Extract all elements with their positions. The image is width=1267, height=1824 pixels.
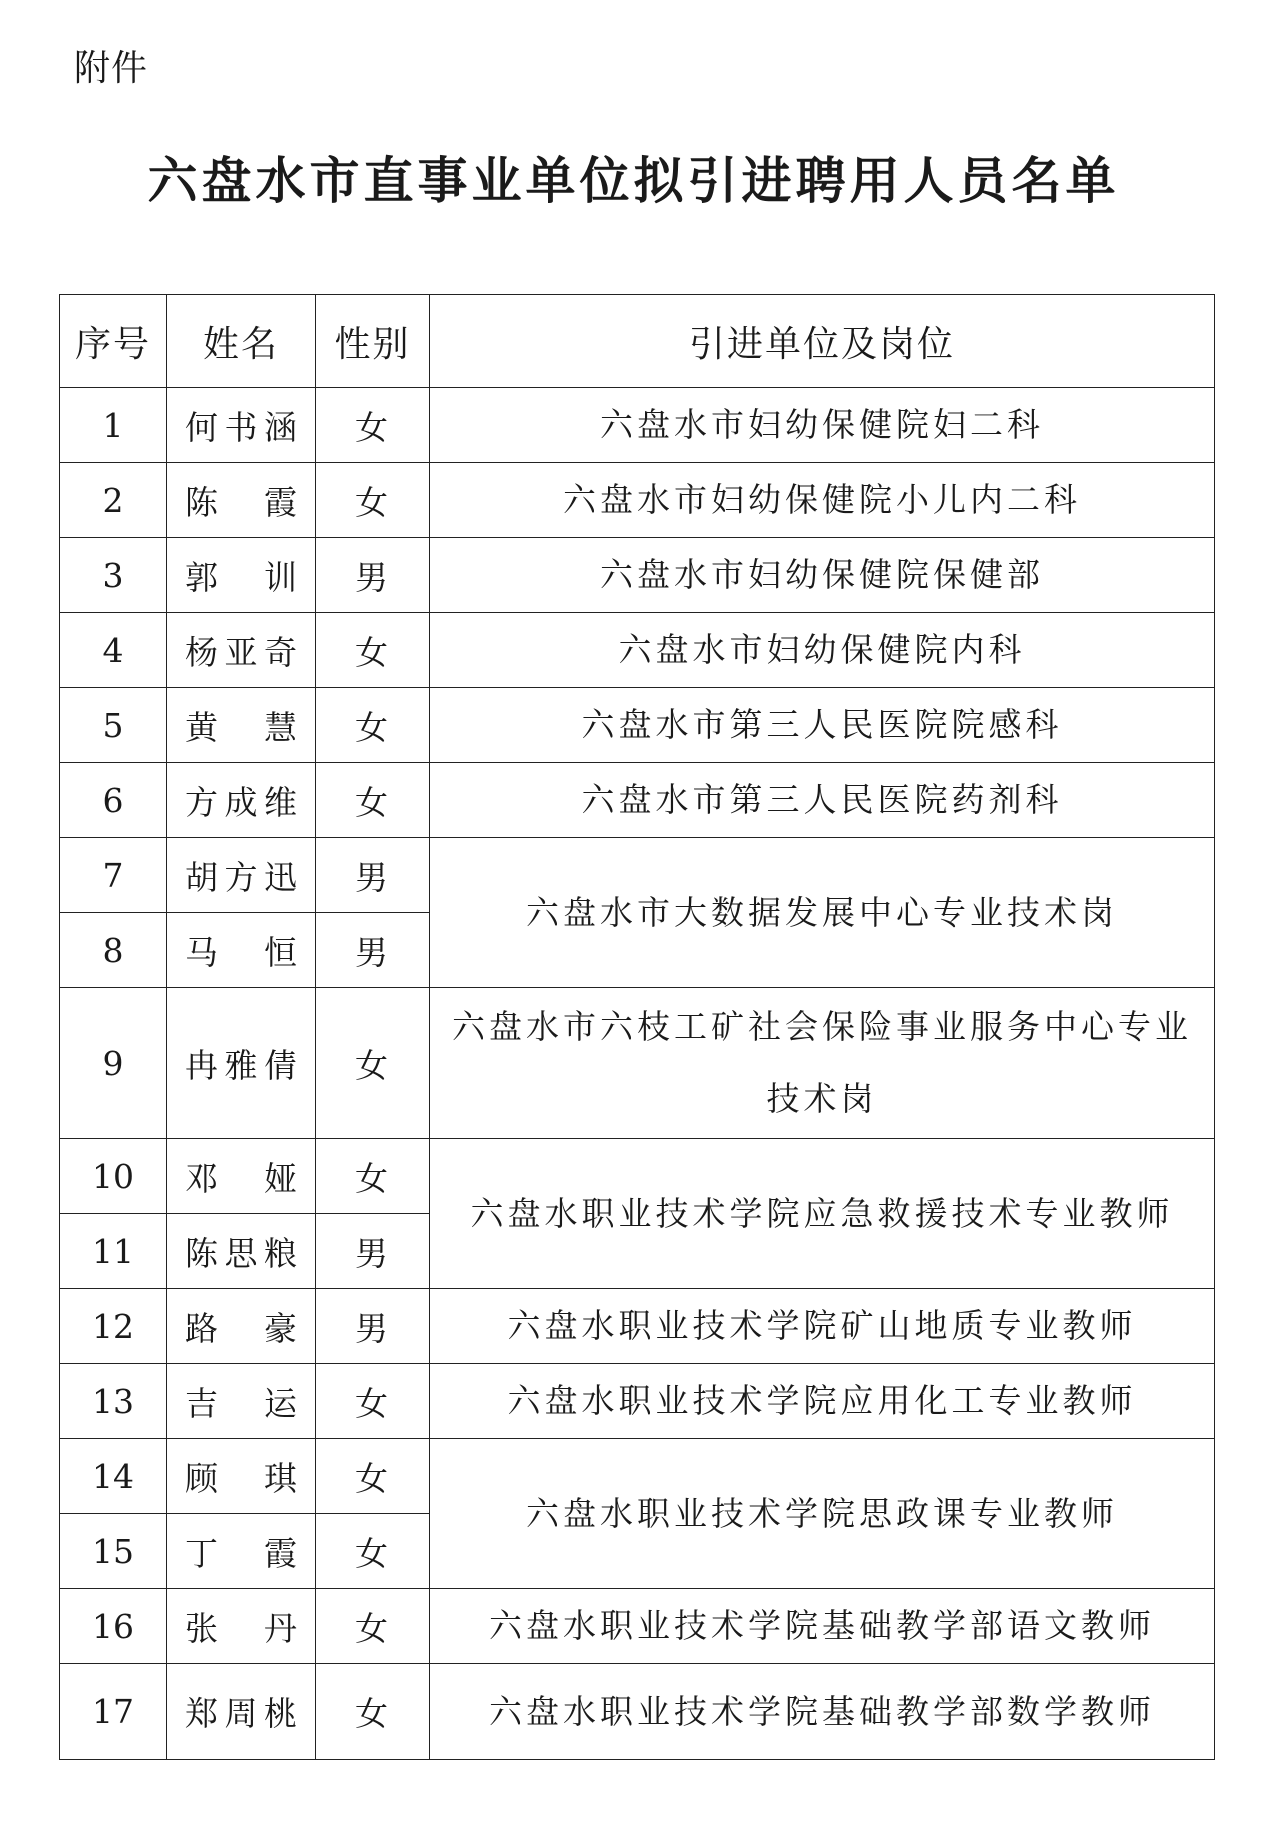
header-name: 姓名 (167, 295, 316, 388)
row-seq: 3 (60, 538, 167, 613)
row-unit: 六盘水市第三人民医院院感科 (430, 688, 1215, 763)
row-seq: 4 (60, 613, 167, 688)
header-unit: 引进单位及岗位 (430, 295, 1215, 388)
row-gender: 女 (316, 463, 430, 538)
row-name: 黄慧 (167, 688, 316, 763)
page-title: 六盘水市直事业单位拟引进聘用人员名单 (147, 152, 1120, 210)
table-row (60, 1589, 1215, 1664)
row-gender: 女 (316, 1589, 430, 1664)
row-unit: 六盘水职业技术学院基础教学部语文教师 (430, 1589, 1215, 1664)
row-gender: 女 (316, 1664, 430, 1760)
row-seq: 8 (60, 913, 167, 988)
table-header-row (60, 295, 1215, 388)
row-name: 冉雅倩 (167, 988, 316, 1139)
row-name: 吉运 (167, 1364, 316, 1439)
row-gender: 女 (316, 763, 430, 838)
row-seq: 17 (60, 1664, 167, 1760)
row-unit-merged: 六盘水职业技术学院思政课专业教师 (430, 1439, 1215, 1589)
row-seq: 7 (60, 838, 167, 913)
row-unit-merged: 六盘水职业技术学院应急救援技术专业教师 (430, 1139, 1215, 1289)
row-seq: 10 (60, 1139, 167, 1214)
row-seq: 14 (60, 1439, 167, 1514)
row-gender: 女 (316, 1364, 430, 1439)
row-seq: 13 (60, 1364, 167, 1439)
table-row (60, 613, 1215, 688)
attachment-label: 附件 (74, 48, 149, 89)
row-gender: 女 (316, 1514, 430, 1589)
row-name: 邓娅 (167, 1139, 316, 1214)
row-name: 郭训 (167, 538, 316, 613)
header-gender: 性别 (316, 295, 430, 388)
row-name: 方成维 (167, 763, 316, 838)
row-name: 路豪 (167, 1289, 316, 1364)
row-name: 胡方迅 (167, 838, 316, 913)
row-seq: 5 (60, 688, 167, 763)
row-name: 杨亚奇 (167, 613, 316, 688)
row-seq: 11 (60, 1214, 167, 1289)
row-unit: 六盘水职业技术学院基础教学部数学教师 (430, 1664, 1215, 1760)
roster-table (59, 294, 1215, 1760)
row-unit: 六盘水市六枝工矿社会保险事业服务中心专业技术岗 (430, 988, 1215, 1139)
row-gender: 男 (316, 1214, 430, 1289)
row-name: 丁霞 (167, 1514, 316, 1589)
row-gender: 女 (316, 688, 430, 763)
row-name: 何书涵 (167, 388, 316, 463)
row-name: 郑周桃 (167, 1664, 316, 1760)
table-row (60, 1439, 1215, 1514)
row-name: 陈霞 (167, 463, 316, 538)
row-gender: 女 (316, 1439, 430, 1514)
row-unit: 六盘水市妇幼保健院小儿内二科 (430, 463, 1215, 538)
table-row (60, 1364, 1215, 1439)
row-seq: 1 (60, 388, 167, 463)
table-row (60, 1139, 1215, 1214)
table-row (60, 388, 1215, 463)
row-gender: 男 (316, 538, 430, 613)
row-unit: 六盘水职业技术学院应用化工专业教师 (430, 1364, 1215, 1439)
row-seq: 6 (60, 763, 167, 838)
row-seq: 12 (60, 1289, 167, 1364)
row-seq: 15 (60, 1514, 167, 1589)
header-seq: 序号 (60, 295, 167, 388)
table-row (60, 463, 1215, 538)
table-row (60, 688, 1215, 763)
row-gender: 男 (316, 838, 430, 913)
row-seq: 16 (60, 1589, 167, 1664)
table-row (60, 1289, 1215, 1364)
row-gender: 女 (316, 388, 430, 463)
table-row (60, 538, 1215, 613)
row-unit: 六盘水市第三人民医院药剂科 (430, 763, 1215, 838)
row-gender: 男 (316, 1289, 430, 1364)
row-unit: 六盘水职业技术学院矿山地质专业教师 (430, 1289, 1215, 1364)
row-name: 陈思粮 (167, 1214, 316, 1289)
row-seq: 9 (60, 988, 167, 1139)
table-row (60, 838, 1215, 913)
row-unit: 六盘水市妇幼保健院妇二科 (430, 388, 1215, 463)
row-gender: 女 (316, 1139, 430, 1214)
row-gender: 男 (316, 913, 430, 988)
row-unit: 六盘水市妇幼保健院保健部 (430, 538, 1215, 613)
row-name: 顾琪 (167, 1439, 316, 1514)
row-name: 马恒 (167, 913, 316, 988)
row-seq: 2 (60, 463, 167, 538)
row-name: 张丹 (167, 1589, 316, 1664)
row-gender: 女 (316, 613, 430, 688)
table-row (60, 763, 1215, 838)
row-unit-merged: 六盘水市大数据发展中心专业技术岗 (430, 838, 1215, 988)
row-unit: 六盘水市妇幼保健院内科 (430, 613, 1215, 688)
table-row (60, 988, 1215, 1139)
table-row (60, 1664, 1215, 1760)
row-gender: 女 (316, 988, 430, 1139)
